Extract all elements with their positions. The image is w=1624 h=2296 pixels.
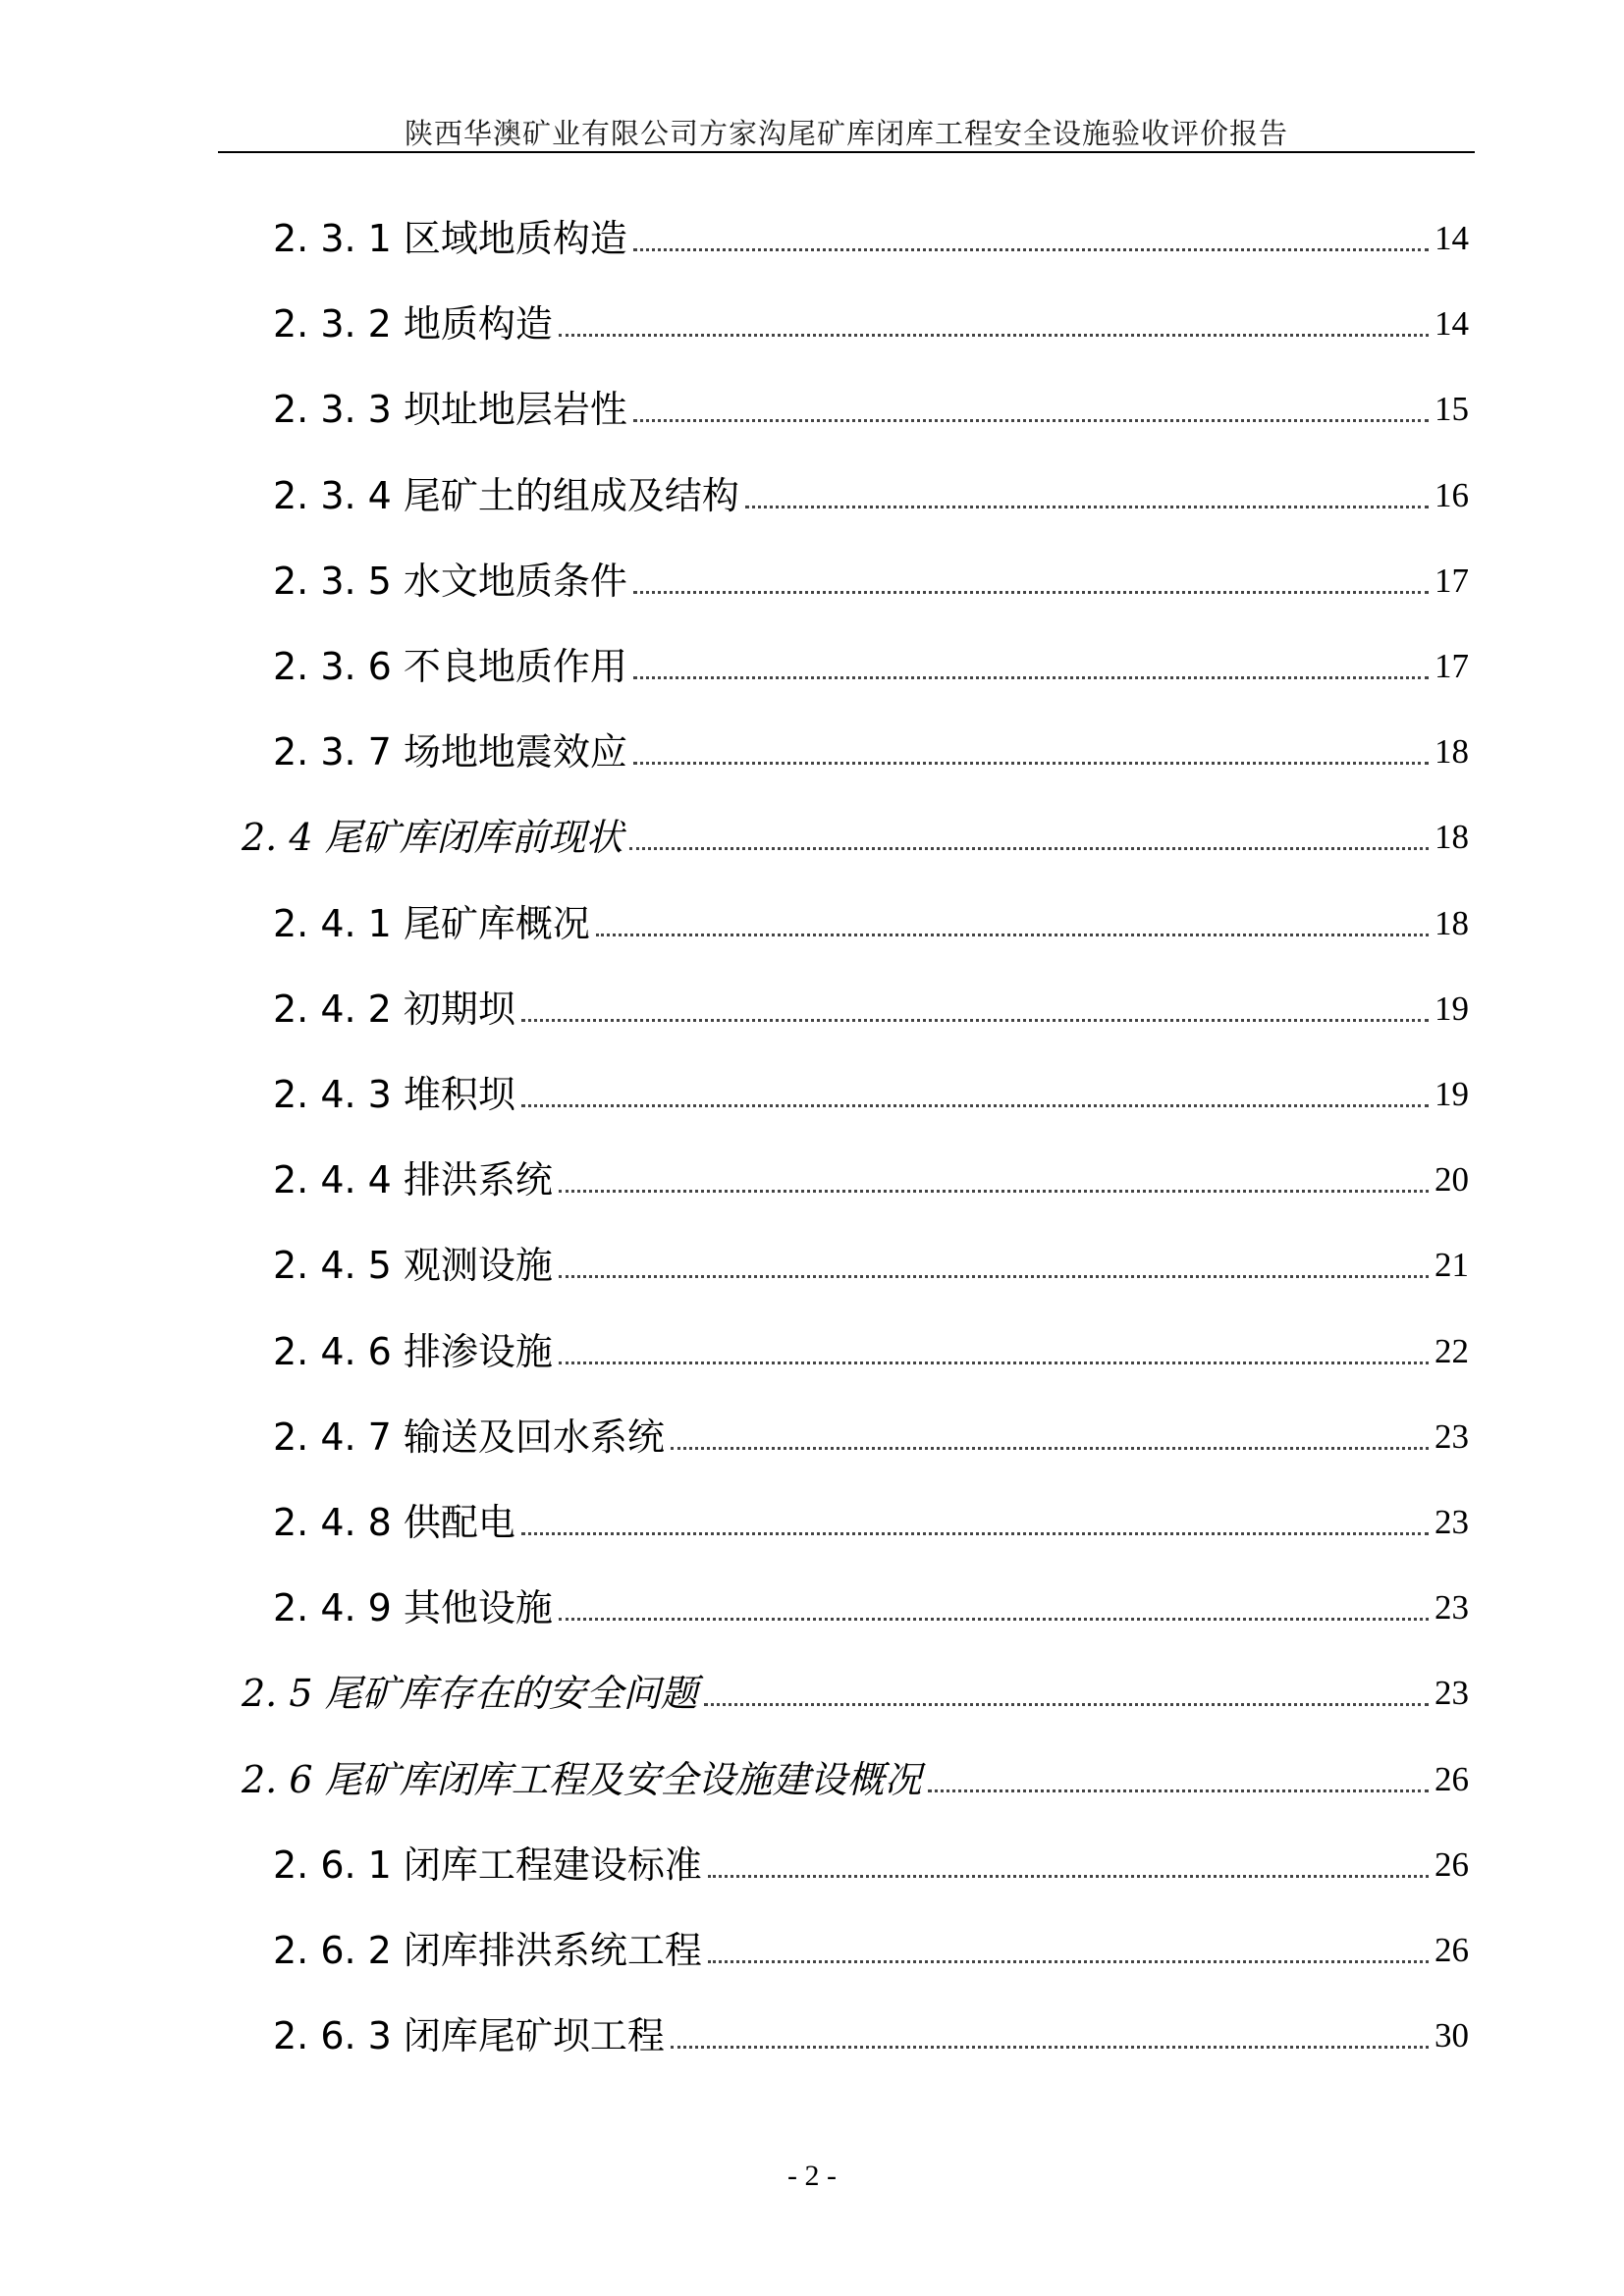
- toc-entry-title: 2. 4 尾矿库闭库前现状: [242, 816, 623, 860]
- toc-dot-leader: [633, 419, 1429, 422]
- toc-entry-title: 2. 4. 3 堆积坝: [273, 1073, 515, 1116]
- toc-entry[interactable]: [273, 464, 1469, 519]
- toc-dot-leader: [708, 1875, 1429, 1878]
- toc-dot-leader: [559, 1362, 1429, 1364]
- toc-entry-page-number: 18: [1435, 732, 1469, 772]
- toc-entry-page-number: 16: [1435, 475, 1469, 514]
- toc-entry-title: 2. 4. 6 排渗设施: [273, 1329, 553, 1373]
- toc-entry-title: 2. 3. 6 不良地质作用: [273, 645, 627, 688]
- toc-entry-page-number: 26: [1435, 1844, 1469, 1884]
- toc-entry[interactable]: [273, 1148, 1469, 1203]
- toc-entry-title: 2. 6. 1 闭库工程建设标准: [273, 1842, 702, 1887]
- toc-entry[interactable]: [242, 806, 1469, 861]
- toc-dot-leader: [521, 1104, 1429, 1107]
- page-number: - 2 -: [787, 2160, 837, 2192]
- toc-entry-page-number: 17: [1435, 561, 1469, 600]
- toc-entry-page-number: 22: [1435, 1331, 1469, 1370]
- toc-entry-title: 2. 3. 4 尾矿土的组成及结构: [273, 473, 739, 517]
- toc-entry[interactable]: [273, 978, 1469, 1033]
- toc-dot-leader: [521, 1019, 1429, 1022]
- toc-entry[interactable]: [273, 2004, 1469, 2059]
- toc-dot-leader: [521, 1532, 1429, 1535]
- toc-dot-leader: [928, 1789, 1429, 1792]
- toc-dot-leader: [559, 1618, 1429, 1621]
- toc-entry-title: 2. 5 尾矿库存在的安全问题: [242, 1672, 698, 1716]
- toc-entry-title: 2. 3. 2 地质构造: [273, 302, 553, 347]
- toc-entry-title: 2. 4. 5 观测设施: [273, 1244, 553, 1288]
- toc-dot-leader: [633, 762, 1429, 765]
- toc-entry[interactable]: [242, 1748, 1469, 1803]
- toc-entry[interactable]: [273, 635, 1469, 690]
- toc-entry[interactable]: [273, 1063, 1469, 1118]
- toc-entry-title: 2. 4. 9 其他设施: [273, 1586, 553, 1630]
- toc-entry-page-number: 21: [1435, 1246, 1469, 1285]
- toc-entry-page-number: 18: [1435, 818, 1469, 857]
- toc-entry-page-number: 20: [1435, 1160, 1469, 1200]
- toc-entry[interactable]: [273, 550, 1469, 605]
- toc-entry[interactable]: [242, 1662, 1469, 1717]
- toc-entry-title: 2. 3. 1 区域地质构造: [273, 217, 627, 260]
- toc-entry[interactable]: [273, 1576, 1469, 1631]
- toc-entry-page-number: 14: [1435, 304, 1469, 344]
- toc-dot-leader: [708, 1960, 1429, 1963]
- toc-entry-page-number: 30: [1435, 2016, 1469, 2056]
- toc-entry-title: 2. 6. 3 闭库尾矿坝工程: [273, 2014, 665, 2058]
- toc-dot-leader: [671, 2046, 1429, 2049]
- toc-entry-page-number: 14: [1435, 219, 1469, 257]
- toc-dot-leader: [671, 1447, 1429, 1450]
- toc-entry[interactable]: [273, 293, 1469, 347]
- toc-entry-page-number: 26: [1435, 1759, 1469, 1798]
- toc-entry-title: 2. 6 尾矿库闭库工程及安全设施建设概况: [242, 1757, 922, 1801]
- toc-entry-page-number: 17: [1435, 647, 1469, 685]
- toc-entry-title: 2. 4. 7 输送及回水系统: [273, 1415, 665, 1459]
- page-header-title: 陕西华澳矿业有限公司方家沟尾矿库闭库工程安全设施验收评价报告: [404, 117, 1288, 150]
- toc-entry-page-number: 18: [1435, 903, 1469, 942]
- toc-entry[interactable]: [273, 721, 1469, 775]
- toc-entry[interactable]: [273, 1320, 1469, 1375]
- toc-dot-leader: [596, 934, 1429, 936]
- toc-dot-leader: [633, 676, 1429, 679]
- toc-entry[interactable]: [273, 1919, 1469, 1974]
- toc-entry-title: 2. 4. 4 排洪系统: [273, 1158, 553, 1202]
- toc-entry-page-number: 23: [1435, 1674, 1469, 1713]
- toc-entry[interactable]: [273, 1491, 1469, 1546]
- toc-entry[interactable]: [273, 378, 1469, 433]
- toc-entry-page-number: 19: [1435, 988, 1469, 1028]
- toc-entry-title: 2. 4. 2 初期坝: [273, 987, 515, 1031]
- toc-entry-title: 2. 4. 8 供配电: [273, 1501, 515, 1544]
- toc-entry-page-number: 23: [1435, 1416, 1469, 1456]
- toc-dot-leader: [704, 1703, 1429, 1706]
- toc-dot-leader: [633, 591, 1429, 594]
- toc-entry-page-number: 23: [1435, 1503, 1469, 1541]
- toc-entry[interactable]: [273, 1234, 1469, 1289]
- toc-dot-leader: [745, 506, 1429, 508]
- toc-dot-leader: [559, 334, 1429, 337]
- toc-entry-page-number: 23: [1435, 1588, 1469, 1628]
- toc-dot-leader: [633, 248, 1429, 251]
- toc-dot-leader: [629, 847, 1429, 850]
- toc-entry-title: 2. 6. 2 闭库排洪系统工程: [273, 1929, 702, 1972]
- toc-dot-leader: [559, 1275, 1429, 1278]
- toc-entry-title: 2. 3. 5 水文地质条件: [273, 559, 627, 603]
- toc-dot-leader: [559, 1190, 1429, 1193]
- toc-entry[interactable]: [273, 892, 1469, 947]
- toc-entry-title: 2. 3. 7 场地地震效应: [273, 730, 627, 774]
- toc-entry-page-number: 19: [1435, 1075, 1469, 1113]
- toc-entry[interactable]: [273, 1406, 1469, 1461]
- toc-entry-title: 2. 4. 1 尾矿库概况: [273, 901, 590, 945]
- toc-entry-page-number: 15: [1435, 390, 1469, 429]
- toc-entry[interactable]: [273, 207, 1469, 262]
- toc-entry-page-number: 26: [1435, 1931, 1469, 1969]
- toc-entry-title: 2. 3. 3 坝址地层岩性: [273, 388, 627, 432]
- toc-entry[interactable]: [273, 1834, 1469, 1889]
